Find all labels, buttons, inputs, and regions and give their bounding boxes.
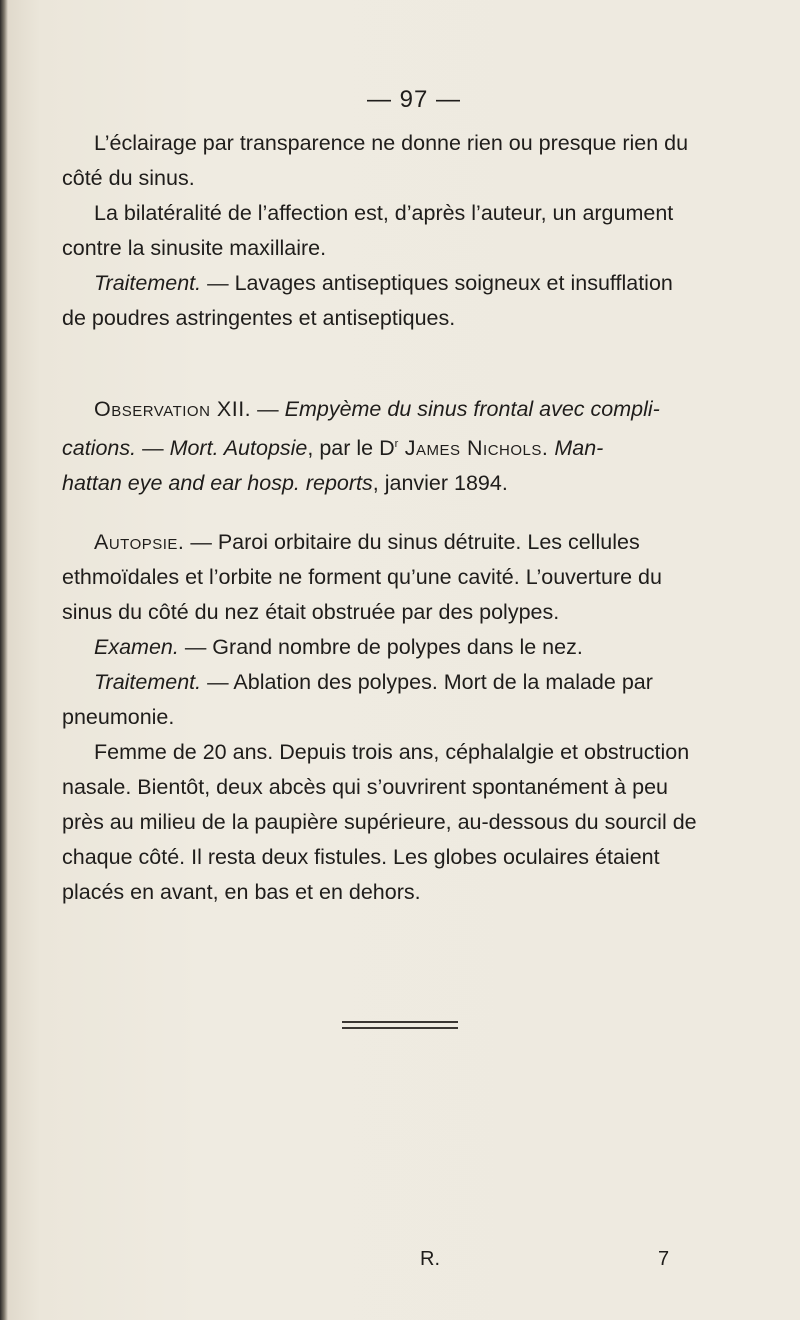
observation-heading-line: Observation XII. — Empyème du sinus frontal avec compli-	[94, 397, 660, 421]
section-rule-top	[342, 1021, 458, 1023]
paragraph-gap	[62, 336, 762, 392]
paragraph-gap	[62, 501, 762, 525]
text-line: La bilatéralité de l’affection est, d’après l’auteur, un argument	[94, 201, 674, 225]
observation-title: Empyème du sinus frontal avec compli-	[284, 397, 660, 421]
sheet-number: 7	[658, 1248, 670, 1270]
text-line: L’éclairage par transparence ne donne rien ou presque rien du	[94, 131, 689, 155]
text-line: Autopsie. — Paroi orbitaire du sinus détruite. Les cellules	[94, 530, 640, 554]
section-rule-bottom	[342, 1027, 458, 1029]
text-line: chaque côté. Il resta deux fistules. Les globes oculaires étaient	[62, 845, 660, 869]
text-line: Examen. — Grand nombre de polypes dans le nez.	[94, 635, 583, 659]
text-line: hattan eye and ear hosp. reports, janvier 1894.	[62, 471, 508, 495]
italic-lead: Traitement.	[94, 271, 202, 295]
observation-label: Observation XII.	[94, 397, 252, 421]
text-line: placés en avant, en bas et en dehors.	[62, 880, 421, 904]
text-line: pneumonie.	[62, 705, 175, 729]
text-line: nasale. Bientôt, deux abcès qui s’ouvrirent spontanément à peu	[62, 775, 668, 799]
text-line: près au milieu de la paupière supérieure, au-dessous du sourcil de	[62, 810, 697, 834]
signature-mark: R.	[420, 1248, 440, 1270]
text-line: côté du sinus.	[62, 166, 195, 190]
text-line: sinus du côté du nez était obstruée par des polypes.	[62, 600, 560, 624]
journal-title: hattan eye and ear hosp. reports	[62, 471, 373, 495]
page-number-header: — 97 —	[366, 86, 462, 113]
text-line: Femme de 20 ans. Depuis trois ans, céphalalgie et obstruction	[94, 740, 690, 764]
body-text	[62, 126, 762, 910]
book-spine-shadow	[0, 0, 8, 1320]
author-name: James Nichols.	[398, 436, 549, 460]
text-line: cations. — Mort. Autopsie, par le $D^r$ James Nichols. Man-	[62, 436, 604, 460]
autopsie-label: Autopsie.	[94, 530, 185, 554]
text-line: Traitement. — Lavages antiseptiques soigneux et insufflation	[94, 271, 673, 295]
text-line: ethmoïdales et l’orbite ne forment qu’une cavité. L’ouverture du	[62, 565, 662, 589]
text-line: contre la sinusite maxillaire.	[62, 236, 327, 260]
text-line: Traitement. — Ablation des polypes. Mort de la malade par	[94, 670, 653, 694]
text-line: de poudres astringentes et antiseptiques.	[62, 306, 456, 330]
